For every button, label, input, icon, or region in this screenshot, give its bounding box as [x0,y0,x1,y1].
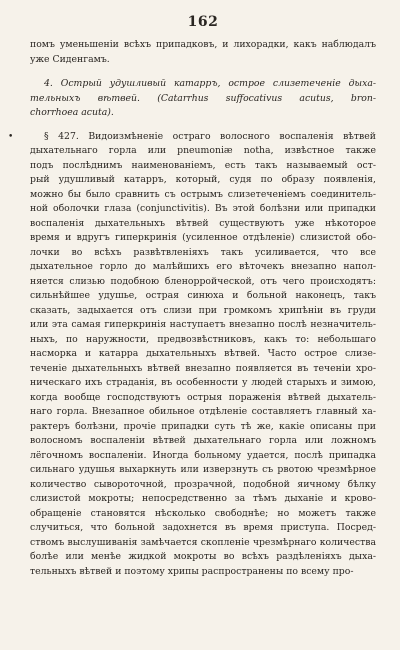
page-number: 162 [187,14,219,30]
continued-text [30,38,376,67]
text-line: § 427. Видоизмѣненіе остраго волосного воспаленія вѣтвей [44,130,376,142]
text-line: сказать, задыхается отъ слизи при громкомъ хрипѣніи въ груди [30,304,376,316]
section-heading [30,77,376,121]
margin-bullet: • [8,131,14,142]
text-line: дыхательнаго горла или pneumoniæ notha, извѣстное также [30,145,376,156]
heading-line: 4. Острый удушливый катарръ, острое слизетеченіе дыха- [44,78,376,89]
text-line: подъ послѣднимъ наименованіемъ, есть такъ называемый ост- [30,159,376,171]
text-line: слизистой мокроты; непосредственно за тѣмъ дыханіе и крово- [30,493,376,504]
text-line: теченіе дыхательныхъ вѣтвей внезапно появляется въ теченіи хро- [30,362,376,374]
text-line: или эта самая гиперкринія наступаетъ внезапно послѣ незначитель- [30,319,376,330]
text-line: насморка и катарра дыхательныхъ вѣтвей. Часто острое слизе- [30,348,376,359]
text-line: ныхъ, по наружности, предвозвѣстниковъ, какъ то: небольшаго [30,333,376,345]
text-line: сильнаго удушья выхаркнуть или изверзнуть съ рвотою чрезмѣрное [30,464,376,475]
text-line: рый удушливый катарръ, который, судя по образу появленія, [30,174,376,185]
text-line: лочки во всѣхъ развѣтвленіяхъ такъ усиливается, что все [30,246,376,258]
text-line: когда вообще господствуютъ острыя пораженія вѣтвей дыхатель- [30,391,376,403]
text-line: уже Сиденгамъ. [30,53,110,65]
text-line: время и вдругъ гиперкринія (усиленное отдѣленіе) слизистой обо- [30,232,376,243]
text-line: дыхательное горло до малѣйшихъ его вѣточекъ внезапно напол- [30,261,376,272]
text-line: рактеръ болѣзни, прочіе припадки суть тѣ же, какіе описаны при [30,420,376,432]
text-line: можно бы было сравнить съ острымъ слизетеченіемъ соединитель- [30,188,376,200]
text-line: няется слизью подобною бленорройческой, отъ чего происходятъ: [30,275,376,287]
text-line: обращеніе становятся нѣсколько свободнѣе; но можетъ также [30,507,376,519]
paragraph-427 [8,130,376,580]
text-line: помъ уменьшеніи всѣхъ припадковъ, и лихорадки, какъ наблюдалъ [30,39,376,50]
text-line: волосномъ воспаленіи вѣтвей дыхательнаго горла или ложномъ [30,435,376,446]
text-line: болѣе или менѣе жидкой мокроты во всѣхъ раздѣленіяхъ дыха- [30,551,376,562]
text-line: наго горла. Внезапное обильное отдѣленіе составляетъ главный ха- [30,406,376,417]
text-line: лёгочномъ воспаленіи. Иногда больному удается, послѣ припадка [30,449,376,461]
text-line: ствомъ выслушиванія замѣчается скопленіе чрезмѣрнаго количества [30,536,376,548]
text-line: ническаго ихъ страданія, въ особенности у людей старыхъ и зимою, [30,377,376,388]
text-line: тельныхъ вѣтвей и поэтому хрипы распространены по всему про- [30,565,354,577]
text-line: количество сывороточной, прозрачной, подобной яичному бѣлку [30,478,376,490]
heading-line: тельныхъ вѣтвей. (Catarrhus suffocativus acutus, bron- [30,92,376,104]
text-line: воспаленія дыхательныхъ вѣтвей существуютъ уже нѣкоторое [30,217,376,229]
heading-line: chorrhoea acuta). [30,107,114,118]
text-line: сильнѣйшее удушье, острая синюха и больной наконецъ, такъ [30,290,376,301]
text-line: случиться, что больной задохнется въ время приступа. Посред- [30,522,376,533]
text-line: ной оболочки глаза (conjunctivitis). Въ этой болѣзни или припадки [30,203,376,214]
